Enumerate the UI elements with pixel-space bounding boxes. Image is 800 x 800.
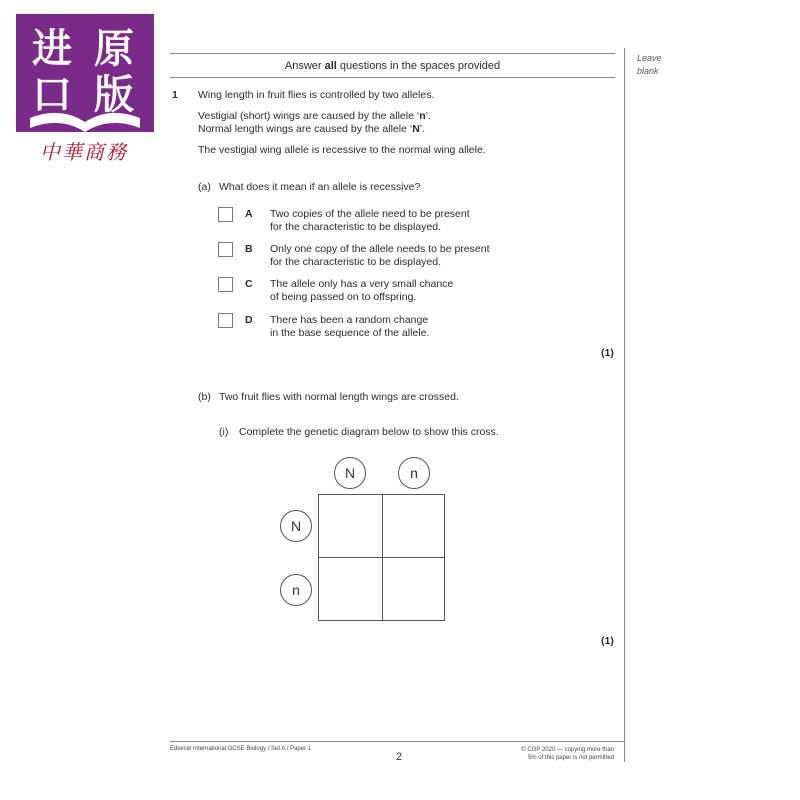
part-a-marks: (1): [601, 347, 614, 359]
footer-paper-title: Edexcel International GCSE Biology / Set A / Paper 1: [170, 746, 312, 752]
instructions-header: Answer all questions in the spaces provided: [284, 60, 501, 72]
part-a-label: (a): [198, 181, 211, 193]
margin-rule: [624, 48, 625, 762]
parent-allele-side-N: N: [280, 510, 312, 542]
recessive-note: The vestigial wing allele is recessive to the normal wing allele.: [198, 144, 486, 156]
option-c-letter: C: [245, 278, 253, 290]
part-b-question: Two fruit flies with normal length wings are crossed.: [219, 391, 459, 403]
question-intro: Wing length in fruit flies is controlled by two alleles.: [198, 89, 435, 101]
leave-blank-label: Leave blank: [637, 53, 662, 76]
footer-copyright: © CGP 2020 — copying more than 5% of this paper is not permitted: [521, 747, 614, 761]
part-b-label: (b): [198, 391, 211, 403]
part-a-question: What does it mean if an allele is recessive?: [219, 181, 421, 193]
logo-char-4: 版: [94, 72, 134, 118]
parent-allele-side-n: n: [280, 574, 312, 606]
logo-char-1: 进: [32, 26, 72, 72]
option-a-checkbox[interactable]: [218, 207, 233, 222]
punnett-cell-2-2[interactable]: [383, 558, 446, 621]
parent-allele-top-N: N: [334, 457, 366, 489]
page-number: 2: [396, 751, 403, 763]
logo-caption: 中華商務: [40, 140, 128, 164]
option-c-text: The allele only has a very small chance of being passed on to offspring.: [270, 278, 454, 303]
punnett-cell-1-1[interactable]: [319, 495, 382, 558]
option-a-letter: A: [245, 208, 253, 220]
part-b-marks: (1): [601, 635, 614, 647]
allele-n-statement: Vestigial (short) wings are caused by the allele ‘n’.: [198, 110, 431, 122]
punnett-square: [318, 494, 445, 621]
option-d-letter: D: [245, 314, 253, 326]
allele-N-statement: Normal length wings are caused by the allele ‘N’.: [198, 123, 426, 135]
logo-char-3: 口: [32, 72, 72, 118]
option-b-text: Only one copy of the allele needs to be present for the characteristic to be displayed.: [270, 243, 490, 268]
option-a-text: Two copies of the allele need to be present for the characteristic to be displayed.: [270, 208, 470, 233]
option-c-checkbox[interactable]: [218, 277, 233, 292]
header-bottom-rule: [170, 77, 615, 78]
part-b-i-label: (i): [219, 426, 229, 438]
option-b-checkbox[interactable]: [218, 242, 233, 257]
footer-rule: [170, 741, 624, 742]
header-top-rule: [170, 53, 615, 54]
option-b-letter: B: [245, 243, 253, 255]
punnett-cell-2-1[interactable]: [319, 558, 382, 621]
logo-char-2: 原: [94, 26, 134, 72]
part-b-i-question: Complete the genetic diagram below to show this cross.: [239, 426, 499, 438]
question-number: 1: [172, 89, 178, 101]
punnett-cell-1-2[interactable]: [383, 495, 446, 558]
parent-allele-top-n: n: [398, 457, 430, 489]
option-d-checkbox[interactable]: [218, 313, 233, 328]
option-d-text: There has been a random change in the base sequence of the allele.: [270, 314, 430, 339]
